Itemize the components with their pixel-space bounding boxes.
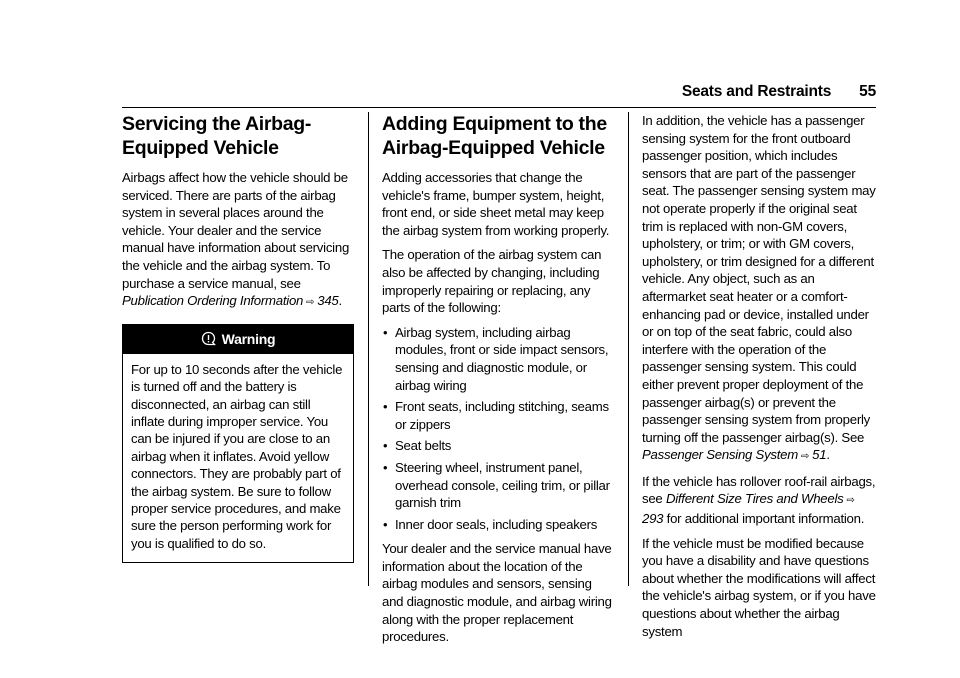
list-item: • Steering wheel, instrument panel, overhead console, ceiling trim, or pillar garnish trim [382,459,614,512]
cross-reference-link[interactable]: Different Size Tires and Wheels ⇨293 [642,491,855,527]
list-item: • Airbag system, including airbag modules, front or side impact sensors, sensing and diagnostic module, or airbag wiring [382,324,614,394]
section-heading: Servicing the Airbag-Equipped Vehicle [122,113,312,159]
warning-text: For up to 10 seconds after the vehicle is turned off and the battery is disconnected, an airbag can still inflate during improper service. You can be injured if you are close to an airbag when it inflates. Avoid yellow connectors. They are probably part of the airbag system. Be sure to follow proper service procedures, and make sure the person performing work for you is qualified to do so. [131,361,343,551]
page-number: 55 [859,83,876,100]
cross-reference-link[interactable]: Passenger Sensing System ⇨ 51 [642,447,826,462]
list-item: • Inner door seals, including speakers [382,516,614,534]
paragraph: Adding accessories that change the vehicle's frame, bumper system, height, front end, or side sheet metal may keep the airbag system from working properly. [382,170,610,238]
column-2 [382,112,614,653]
page-ref-arrow-icon: ⇨ [306,297,315,309]
column-divider [368,112,369,586]
page-ref-arrow-icon: ⇨ [846,495,855,507]
column-3 [642,112,878,647]
column-1 [122,112,354,563]
page-ref-arrow-icon: ⇨ [801,451,810,463]
list-item: • Front seats, including stitching, seams or zippers [382,398,614,433]
warning-header [123,325,353,354]
paragraph: Your dealer and the service manual have information about the location of the airbag modules and sensors, sensing and diagnostic module, and airbag wiring along with the proper replacement procedures. [382,541,612,645]
section-heading: Adding Equipment to the Airbag-Equipped Vehicle [382,113,607,159]
page-header [682,83,876,101]
warning-box [122,324,354,563]
header-rule [122,107,876,108]
paragraph: Airbags affect how the vehicle should be serviced. There are parts of the airbag system in several places around the vehicle. Your dealer and the service manual have information about servicing the vehicle and the airbag system. To purchase a service manual, see Publication Ordering Information ⇨ 345. [122,169,354,312]
bullet-list [382,324,614,534]
paragraph: In addition, the vehicle has a passenger sensing system for the front outboard passenger position, which includes sensors that are part of the passenger seat. The passenger sensing system may not operate properly if the original seat trim is replaced with non-GM covers, upholstery, or trim; or with GM covers, upholstery, or trim designed for a different vehicle. Any object, such as an aftermarket seat heater or a comfort-enhancing pad or device, installed under or on top of the seat fabric, could also interfere with the operation of the passenger sensing system. This could either prevent proper deployment of the passenger airbag(s) or prevent the passenger sensing system from properly turning off the passenger airbag(s). See Passenger Sensing System ⇨ 51. [642,112,878,466]
cross-reference-link[interactable]: Publication Ordering Information ⇨ 345 [122,293,339,308]
list-item: • Seat belts [382,437,614,455]
paragraph: The operation of the airbag system can also be affected by changing, including improperly repairing or replacing, any parts of the following: [382,247,602,316]
section-title: Seats and Restraints [681,83,832,100]
warning-label: Warning [221,330,276,347]
paragraph: If the vehicle has rollover roof-rail airbags, see Different Size Tires and Wheels ⇨293 for additional important information. [642,473,876,527]
warning-icon [201,331,216,347]
column-divider [628,112,629,586]
paragraph: If the vehicle must be modified because you have a disability and have questions about whether the modifications will affect the vehicle's airbag system, or if you have questions about whether the airbag system [642,535,876,639]
